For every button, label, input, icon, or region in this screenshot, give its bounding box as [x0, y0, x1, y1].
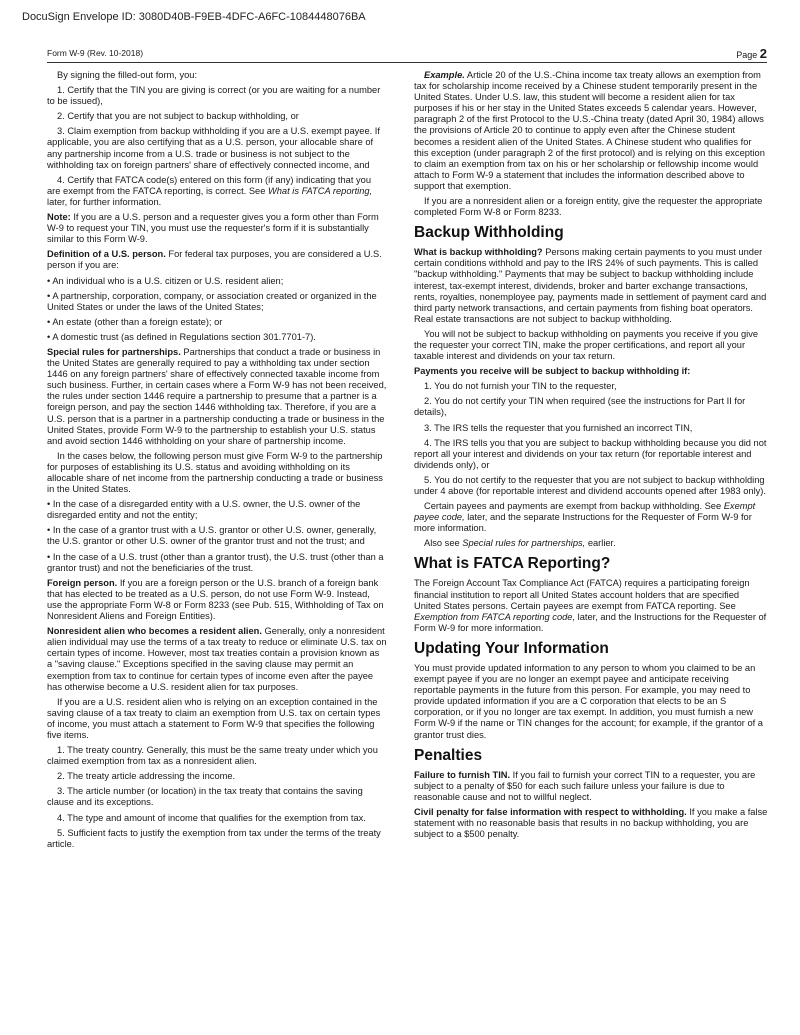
text: Generally, only a nonresident alien individual may use the terms of a tax treaty to reduce or eliminate U.S. tax on certain types of income. However, most tax treaties contain a provision known as a "saving clause." Exceptions specified in the saving clause may permit an exemption from tax to continue for certain types of income even after the payee has otherwise become a U.S. resident alien for tax purposes.	[47, 626, 387, 692]
list-item: 3. The article number (or location) in the tax treaty that contains the saving clause and its exceptions.	[47, 786, 363, 808]
text: earlier.	[585, 538, 616, 549]
link-ref: Exempt payee code,	[414, 501, 756, 523]
list-item: 2. The treaty article addressing the income.	[57, 771, 236, 782]
definition	[47, 249, 387, 271]
text: Article 20 of the U.S.-China income tax treaty allows an exemption from tax for scholarship income received by a Chinese student temporarily present in the United States. Under U.S. law, this student will become a resident alien for tax purposes if his or her stay in the United States exceeds 5 calendar years. However, paragraph 2 of the first Protocol to the U.S.-China treaty (dated April 30, 1984) allows the provisions of Article 20 to continue to apply even after the Chinese student becomes a resident alien of the United States. A Chinese student who qualifies for this exception (under paragraph 2 of the first protocol) and is relying on this exception to claim an exemption from tax on his or her scholarship or fellowship income would attach to Form W-9 a statement that includes the information described above to support that exemption.	[414, 70, 765, 191]
payments-heading	[414, 366, 768, 377]
link-ref: What is FATCA reporting,	[267, 185, 373, 196]
note-label: Note:	[47, 212, 71, 223]
paragraph: 3. Claim exemption from backup withholding if you are a U.S. exempt payee. If applicable, you are also certifying that as a U.S. person, your allocable share of any partnership income from a U.S. trade or business is not subject to the withholding tax on foreign partners' share of effectively connected income, and	[47, 126, 380, 170]
paragraph	[47, 175, 387, 208]
text: The Foreign Account Tax Compliance Act (FATCA) requires a participating foreign financial institution to report all United States account holders that are specified United States persons. Certain payees are exempt from FATCA reporting. See	[414, 578, 750, 611]
list-item: 1. The treaty country. Generally, this must be the same treaty under which you claimed exemption from tax as a nonresident alien.	[47, 745, 378, 767]
text: later, and the Instructions for the Requester of Form W-9 for more information.	[414, 611, 767, 633]
definition-label: Definition of a U.S. person.	[47, 249, 166, 260]
text: later, for further information.	[47, 196, 162, 207]
list-item: 5. You do not certify to the requester that you are not subject to backup withholding under 4 above (for reportable interest and dividend accounts opened after 1983 only).	[414, 474, 766, 496]
list-item: 5. Sufficient facts to justify the exemption from tax under the terms of the treaty article.	[47, 827, 381, 849]
text: Partnerships that conduct a trade or business in the United States are generally required to pay a withholding tax under section 1446 on any foreign partners' share of effectively connected taxable income from such business. Further, in certain cases where a Form W-9 has not been received, the rules under section 1446 require a partnership to presume that a partner is a foreign person, and pay the section 1446 withholding tax. Therefore, if you are a U.S. person that is a partner in a partnership conducting a trade or business in the United States, provide Form W-9 to the partnership to establish your U.S. status and avoid section 1446 withholding on your share of partnership income.	[47, 346, 387, 446]
text: If you are a foreign person or the U.S. branch of a foreign bank that has elected to be treated as a U.S. person, do not use Form W-9. Instead, use the appropriate Form W-8 or Form 8233 (see Pub. 515, Withholding of Tax on Nonresident Aliens and Foreign Entities).	[47, 577, 384, 622]
right-column	[414, 70, 768, 844]
list-item: 3. The IRS tells the requester that you furnished an incorrect TIN,	[424, 422, 693, 433]
list-item: 4. The IRS tells you that you are subject to backup withholding because you did not report all your interest and dividends on your tax return (for reportable interest and dividends only), or	[414, 437, 767, 470]
text: Certain payees and payments are exempt from backup withholding. See	[424, 501, 724, 512]
special-rules-label: Special rules for partnerships.	[47, 346, 181, 357]
backup-label: What is backup withholding?	[414, 247, 543, 258]
failure-to-furnish	[414, 770, 768, 803]
paragraph: By signing the filled-out form, you:	[57, 70, 198, 80]
text: later, and the separate Instructions for the Requester of Form W-9 for more information.	[414, 512, 752, 534]
page-label: Page	[736, 50, 758, 60]
special-rules	[47, 347, 387, 447]
foreign-person	[47, 578, 387, 622]
example	[414, 70, 768, 192]
left-column	[47, 70, 387, 854]
text: 4. Certify that FATCA code(s) entered on this form (if any) indicating that you are exempt from the FATCA reporting, is correct. See	[47, 174, 371, 196]
bullet: • In the case of a grantor trust with a U.S. grantor or other U.S. owner, generally, the U.S. grantor or other U.S. owner of the grantor trust and not the trust; and	[47, 525, 377, 547]
text: If you fail to furnish your correct TIN to a requester, you are subject to a penalty of $50 for each such failure unless your failure is due to reasonable cause and not to willful neglect.	[414, 769, 756, 802]
failure-label: Failure to furnish TIN.	[414, 769, 511, 780]
envelope-id: DocuSign Envelope ID: 3080D40B-F9EB-4DFC-A6FC-1084448076BA	[22, 11, 366, 23]
page-number-value: 2	[759, 46, 767, 61]
foreign-person-label: Foreign person.	[47, 577, 118, 588]
paragraph: You will not be subject to backup withholding on payments you receive if you give the requester your correct TIN, make the proper certifications, and report all your taxable interest and dividends on your tax return.	[414, 328, 759, 362]
heading-backup-withholding: Backup Withholding	[414, 224, 564, 242]
heading-penalties: Penalties	[414, 746, 483, 764]
bullet: • An individual who is a U.S. citizen or U.S. resident alien;	[47, 275, 284, 286]
bullet: • A domestic trust (as defined in Regulations section 301.7701-7).	[47, 331, 316, 342]
heading-updating: Updating Your Information	[414, 639, 609, 657]
bullet: • An estate (other than a foreign estate); or	[47, 316, 223, 327]
form-id: Form W-9 (Rev. 10-2018)	[47, 48, 144, 58]
paragraph: If you are a U.S. resident alien who is relying on an exception contained in the saving clause of a tax treaty to claim an exemption from U.S. tax on certain types of income, you must attach a statement to Form W-9 that specifies the following five items.	[47, 696, 381, 740]
text: For federal tax purposes, you are considered a U.S. person if you are:	[47, 249, 382, 271]
paragraph	[414, 501, 768, 534]
civil-penalty-label: Civil penalty for false information with respect to withholding.	[414, 806, 687, 817]
text: If you make a false statement with no reasonable basis that results in no backup withholding, you are subject to a $500 penalty.	[414, 806, 768, 840]
nonresident-alien	[47, 626, 387, 693]
paragraph: You must provide updated information to any person to whom you claimed to be an exempt payee if you are no longer an exempt payee and anticipate receiving reportable payments in the future from this person. For example, you may need to provide updated information if you are a C corporation that elects to be an S corporation, or if you no longer are tax exempt. In addition, you must furnish a new Form W-9 if the name or TIN changes for the account; for example, if the grantor of a grantor trust dies.	[414, 662, 763, 740]
note	[47, 212, 387, 245]
link-ref: Special rules for partnerships,	[462, 538, 586, 549]
paragraph: 2. Certify that you are not subject to backup withholding, or	[57, 111, 299, 122]
page-number	[736, 46, 767, 61]
nonresident-label: Nonresident alien who becomes a resident alien.	[47, 626, 262, 637]
link-ref: Exemption from FATCA reporting code,	[414, 611, 576, 622]
text: If you are a U.S. person and a requester gives you a form other than Form W-9 to request your TIN, you must use the requester's form if it is substantially similar to this Form W-9.	[47, 212, 379, 245]
paragraph	[414, 538, 768, 549]
list-item: 2. You do not certify your TIN when required (see the instructions for Part II for details),	[414, 396, 746, 418]
list-item: 1. You do not furnish your TIN to the requester,	[424, 381, 617, 392]
backup-definition	[414, 247, 768, 325]
text: Also see	[424, 538, 463, 549]
civil-penalty	[414, 807, 768, 840]
example-label: Example.	[424, 70, 465, 80]
paragraph: 1. Certify that the TIN you are giving is correct (or you are waiting for a number to be issued),	[47, 85, 381, 107]
bullet: • In the case of a U.S. trust (other than a grantor trust), the U.S. trust (other than a grantor trust) and not the beneficiaries of the trust.	[47, 551, 384, 573]
list-item: 4. The type and amount of income that qualifies for the exemption from tax.	[57, 812, 366, 823]
bullet: • In the case of a disregarded entity with a U.S. owner, the U.S. owner of the disregarded entity and not the entity;	[47, 499, 361, 521]
heading-fatca: What is FATCA Reporting?	[414, 555, 611, 573]
bullet: • A partnership, corporation, company, or association created or organized in the United States or under the laws of the United States;	[47, 290, 377, 312]
payments-label: Payments you receive will be subject to backup withholding if:	[414, 366, 691, 377]
paragraph: If you are a nonresident alien or a foreign entity, give the requester the appropriate completed Form W-8 or Form 8233.	[414, 196, 763, 218]
text: Persons making certain payments to you must under certain conditions withhold and pay to the IRS 24% of such payments. This is called "backup withholding." Payments that may be subject to backup withholding include interest, tax-exempt interest, dividends, broker and barter exchange transactions, rents, royalties, nonemployee pay, payments made in settlement of payment card and third party network transactions, and certain payments from fishing boat operators. Real estate transactions are not subject to backup withholding.	[414, 247, 767, 324]
paragraph	[414, 578, 768, 633]
paragraph: In the cases below, the following person must give Form W-9 to the partnership for purposes of establishing its U.S. status and avoiding withholding on its allocable share of net income from the partnership conducting a trade or business in the United States.	[47, 450, 383, 495]
header-rule	[47, 62, 767, 63]
